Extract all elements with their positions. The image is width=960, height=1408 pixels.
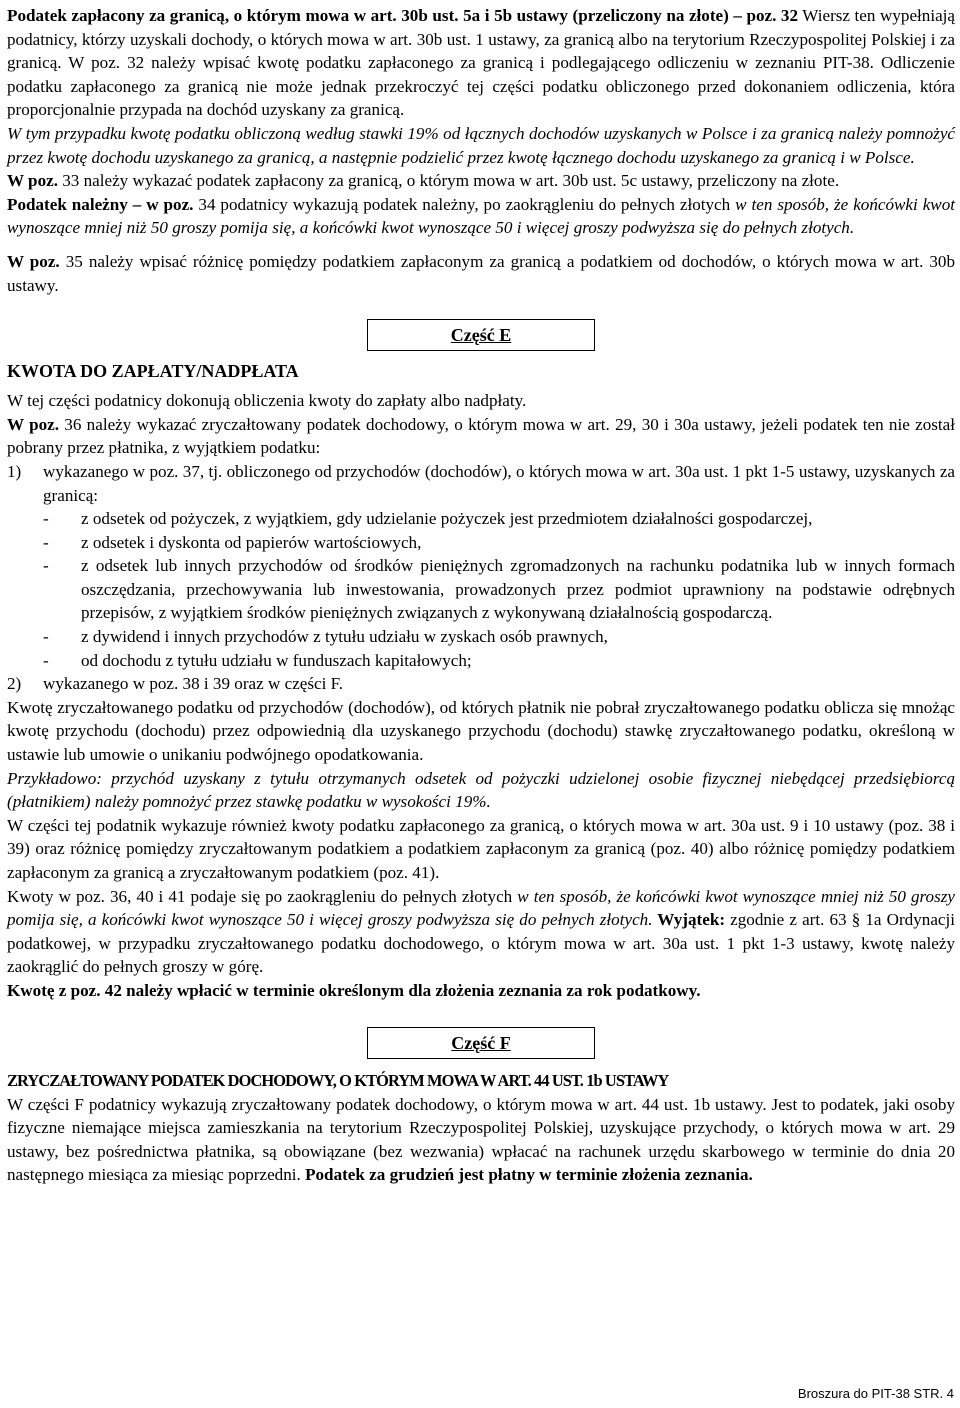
list-item-text: z dywidend i innych przychodów z tytułu udziału w zyskach osób prawnych, [81,627,608,647]
poz-35-label: W poz. [7,251,60,271]
list-item [43,507,955,531]
paragraph-payment-deadline: Kwotę z poz. 42 należy wpłacić w terminie określonym dla złożenia zeznania za rok podatkowy. [7,980,701,1000]
list-item [43,554,955,625]
paragraph-poz-36 [7,413,955,460]
paragraph-foreign-tax: W części tej podatnik wykazuje również kwoty podatku zapłaconego za granicą, o których mowa w art. 30a ust. 9 i 10 ustawy (poz. 38 i 39) oraz różnicę pomiędzy zryczałtowanym podatkiem a podatkiem zapłaconym za granicą (poz. 40) albo różnicę pomiędzy podatkiem zapłaconym za granicą a zryczałtowanym podatkiem (poz. 41). [7,815,955,882]
dash-bullet: - [43,556,49,576]
poz-32-heading: Podatek zapłacony za granicą, o którym mowa w art. 30b ust. 5a i 5b ustawy (przeliczony na złote) – poz. 32 [7,6,799,25]
list-item-text: od dochodu z tytułu udziału w funduszach kapitałowych; [81,650,472,670]
dash-bullet: - [43,532,49,552]
list-item [43,625,955,649]
poz-34-rounding-rule: w ten sposób, że końcówki kwot wynoszące mniej niż 50 groszy pomija się, a końcówki kwot wynoszące 50 i więcej groszy podwyższa się do pełnych złotych. [7,194,955,238]
rounding-rule: w ten sposób, że końcówki kwot wynoszące mniej niż 50 groszy pomija się, a końcówki kwot wynoszące 50 i więcej groszy podwyższa się do pełnych złotych. [7,886,955,930]
exception-text: zgodnie z art. 63 § 1a Ordynacji podatkowej, w przypadku zryczałtowanego podatku dochodowego, o którym mowa w art. 30a ust. 1 pkt 1-3 ustawy, kwotę należy zaokrąglić do pełnych groszy w górę. [7,910,955,977]
poz-35-text: 35 należy wpisać różnicę pomiędzy podatkiem zapłaconym za granicą a podatkiem od dochodów, o których mowa w art. 30b ustawy. [7,251,955,295]
part-e-box: Część E [367,319,595,351]
part-f-box: Część F [367,1027,595,1059]
exception-label: Wyjątek: [652,910,726,930]
poz-33-text: 33 należy wykazać podatek zapłacony za granicą, o którym mowa w art. 30b ust. 5c ustawy, przeliczony na złote. [57,171,840,191]
dash-bullet: - [43,627,49,647]
list-item [43,531,955,555]
list-item-1 [7,460,955,507]
dash-bullet: - [43,650,49,670]
page-footer: Broszura do PIT-38 STR. 4 [797,1386,954,1401]
income-sources-list [43,507,955,672]
paragraph-example: Przykładowo: przychód uzyskany z tytułu otrzymanych odsetek od pożyczki udzielonej osobie fizycznej niebędącej przedsiębiorcą (płatnikiem) należy pomnożyć przez stawkę podatku w wysokości 19%. [7,768,955,812]
poz-36-label: W poz. [7,414,59,434]
paragraph-flat-tax-calculation: Kwotę zryczałtowanego podatku od przychodów (dochodów), od których płatnik nie pobrał zryczałtowanego podatku oblicza się mnożąc kwotę przychodu (dochodu) przez odpowiednią dla uzyskanego przychodu (dochodu) stawkę zryczałtowanego podatku, określoną w ustawie lub umowie o unikaniu podwójnego opodatkowania. [7,697,955,765]
list-item-1-number: 1) [7,461,22,481]
paragraph-poz-34 [7,193,955,240]
poz-36-text: 36 należy wykazać zryczałtowany podatek dochodowy, o którym mowa w art. 29, 30 i 30a ustawy, jeżeli podatek ten nie został pobrany przez płatnika, z wyjątkiem podatku: [7,414,955,458]
list-item-text: z odsetek od pożyczek, z wyjątkiem, gdy udzielanie pożyczek jest przedmiotem działalności gospodarczej, [81,509,813,529]
part-f-heading: ZRYCZAŁTOWANY PODATEK DOCHODOWY, O KTÓRYM MOWA W ART. 44 UST. 1b USTAWY [7,1070,669,1090]
rounding-text: Kwoty w poz. 36, 40 i 41 podaje się po zaokrągleniu do pełnych złotych [7,886,518,906]
paragraph-rounding [7,885,955,979]
paragraph-poz-32 [7,4,955,122]
poz-32-text: Wiersz ten wypełniają podatnicy, którzy uzyskali dochody, o których mowa w art. 30b ust. 1 ustawy, za granicą albo na terytorium Rzeczypospolitej Polskiej i za granicą. W poz. 32 należy wpisać kwotę podatku zapłaconego za granicą i podlegającego odliczeniu w zeznaniu PIT-38. Odliczenie podatku zapłaconego za granicą nie może jednak przekroczyć tej części podatku obliczonego przed dokonaniem odliczenia, która proporcjonalnie przypada na dochód uzyskany za granicą. [7,6,955,120]
part-e-heading: KWOTA DO ZAPŁATY/NADPŁATA [7,361,299,382]
list-item-2-number: 2) [7,674,22,694]
list-item [43,649,955,673]
list-item-text: z odsetek lub innych przychodów od środków pieniężnych zgromadzonych na rachunku podatnika lub w innych formach oszczędzania, przechowywania lub inwestowania, prowadzonych przez podmiot uprawniony na podstawie odrębnych przepisów, z wyjątkiem środków pieniężnych związanych z wykonywaną działalnością gospodarczą. [81,556,955,623]
dash-bullet: - [43,509,49,529]
part-f-december-note: Podatek za grudzień jest płatny w terminie złożenia zeznania. [300,1165,753,1185]
part-f-text: W części F podatnicy wykazują zryczałtowany podatek dochodowy, o którym mowa w art. 44 ust. 1b ustawy. Jest to podatek, jaki osoby fizyczne niemające miejsca zamieszkania na terytorium Rzeczypospolitej Polskiej, uzyskujące przychody, o których mowa w art. 29 ustawy, bez pośrednictwa płatnika, są obowiązane (bez wezwania) wpłacać na rachunek urzędu skarbowego w terminie do dnia 20 następnego miesiąca za miesiąc poprzedni. [7,1094,955,1185]
part-e-intro: W tej części podatnicy dokonują obliczenia kwoty do zapłaty albo nadpłaty. [7,391,527,411]
paragraph-calculation-note: W tym przypadku kwotę podatku obliczoną według stawki 19% od łącznych dochodów uzyskanych w Polsce i za granicą należy pomnożyć przez kwotę dochodu uzyskanego za granicą, a następnie podzielić przez kwotę łącznego dochodu uzyskanego za granicą i w Polsce. [7,123,955,167]
list-item-text: z odsetek i dyskonta od papierów wartościowych, [81,532,422,552]
list-item-2-text: wykazanego w poz. 38 i 39 oraz w części F. [43,674,344,694]
list-item-2 [7,672,955,696]
poz-34-text: 34 podatnicy wykazują podatek należny, po zaokrągleniu do pełnych złotych [193,194,736,214]
paragraph-poz-35 [7,250,955,297]
document-page [7,4,955,1187]
paragraph-poz-33 [7,169,955,193]
list-item-1-text: wykazanego w poz. 37, tj. obliczonego od przychodów (dochodów), o których mowa w art. 30a ust. 1 pkt 1-5 ustawy, uzyskanych za granicą: [43,461,955,505]
poz-34-label: Podatek należny – w poz. [7,194,194,214]
paragraph-part-f [7,1093,955,1187]
poz-33-label: W poz. [7,171,58,191]
